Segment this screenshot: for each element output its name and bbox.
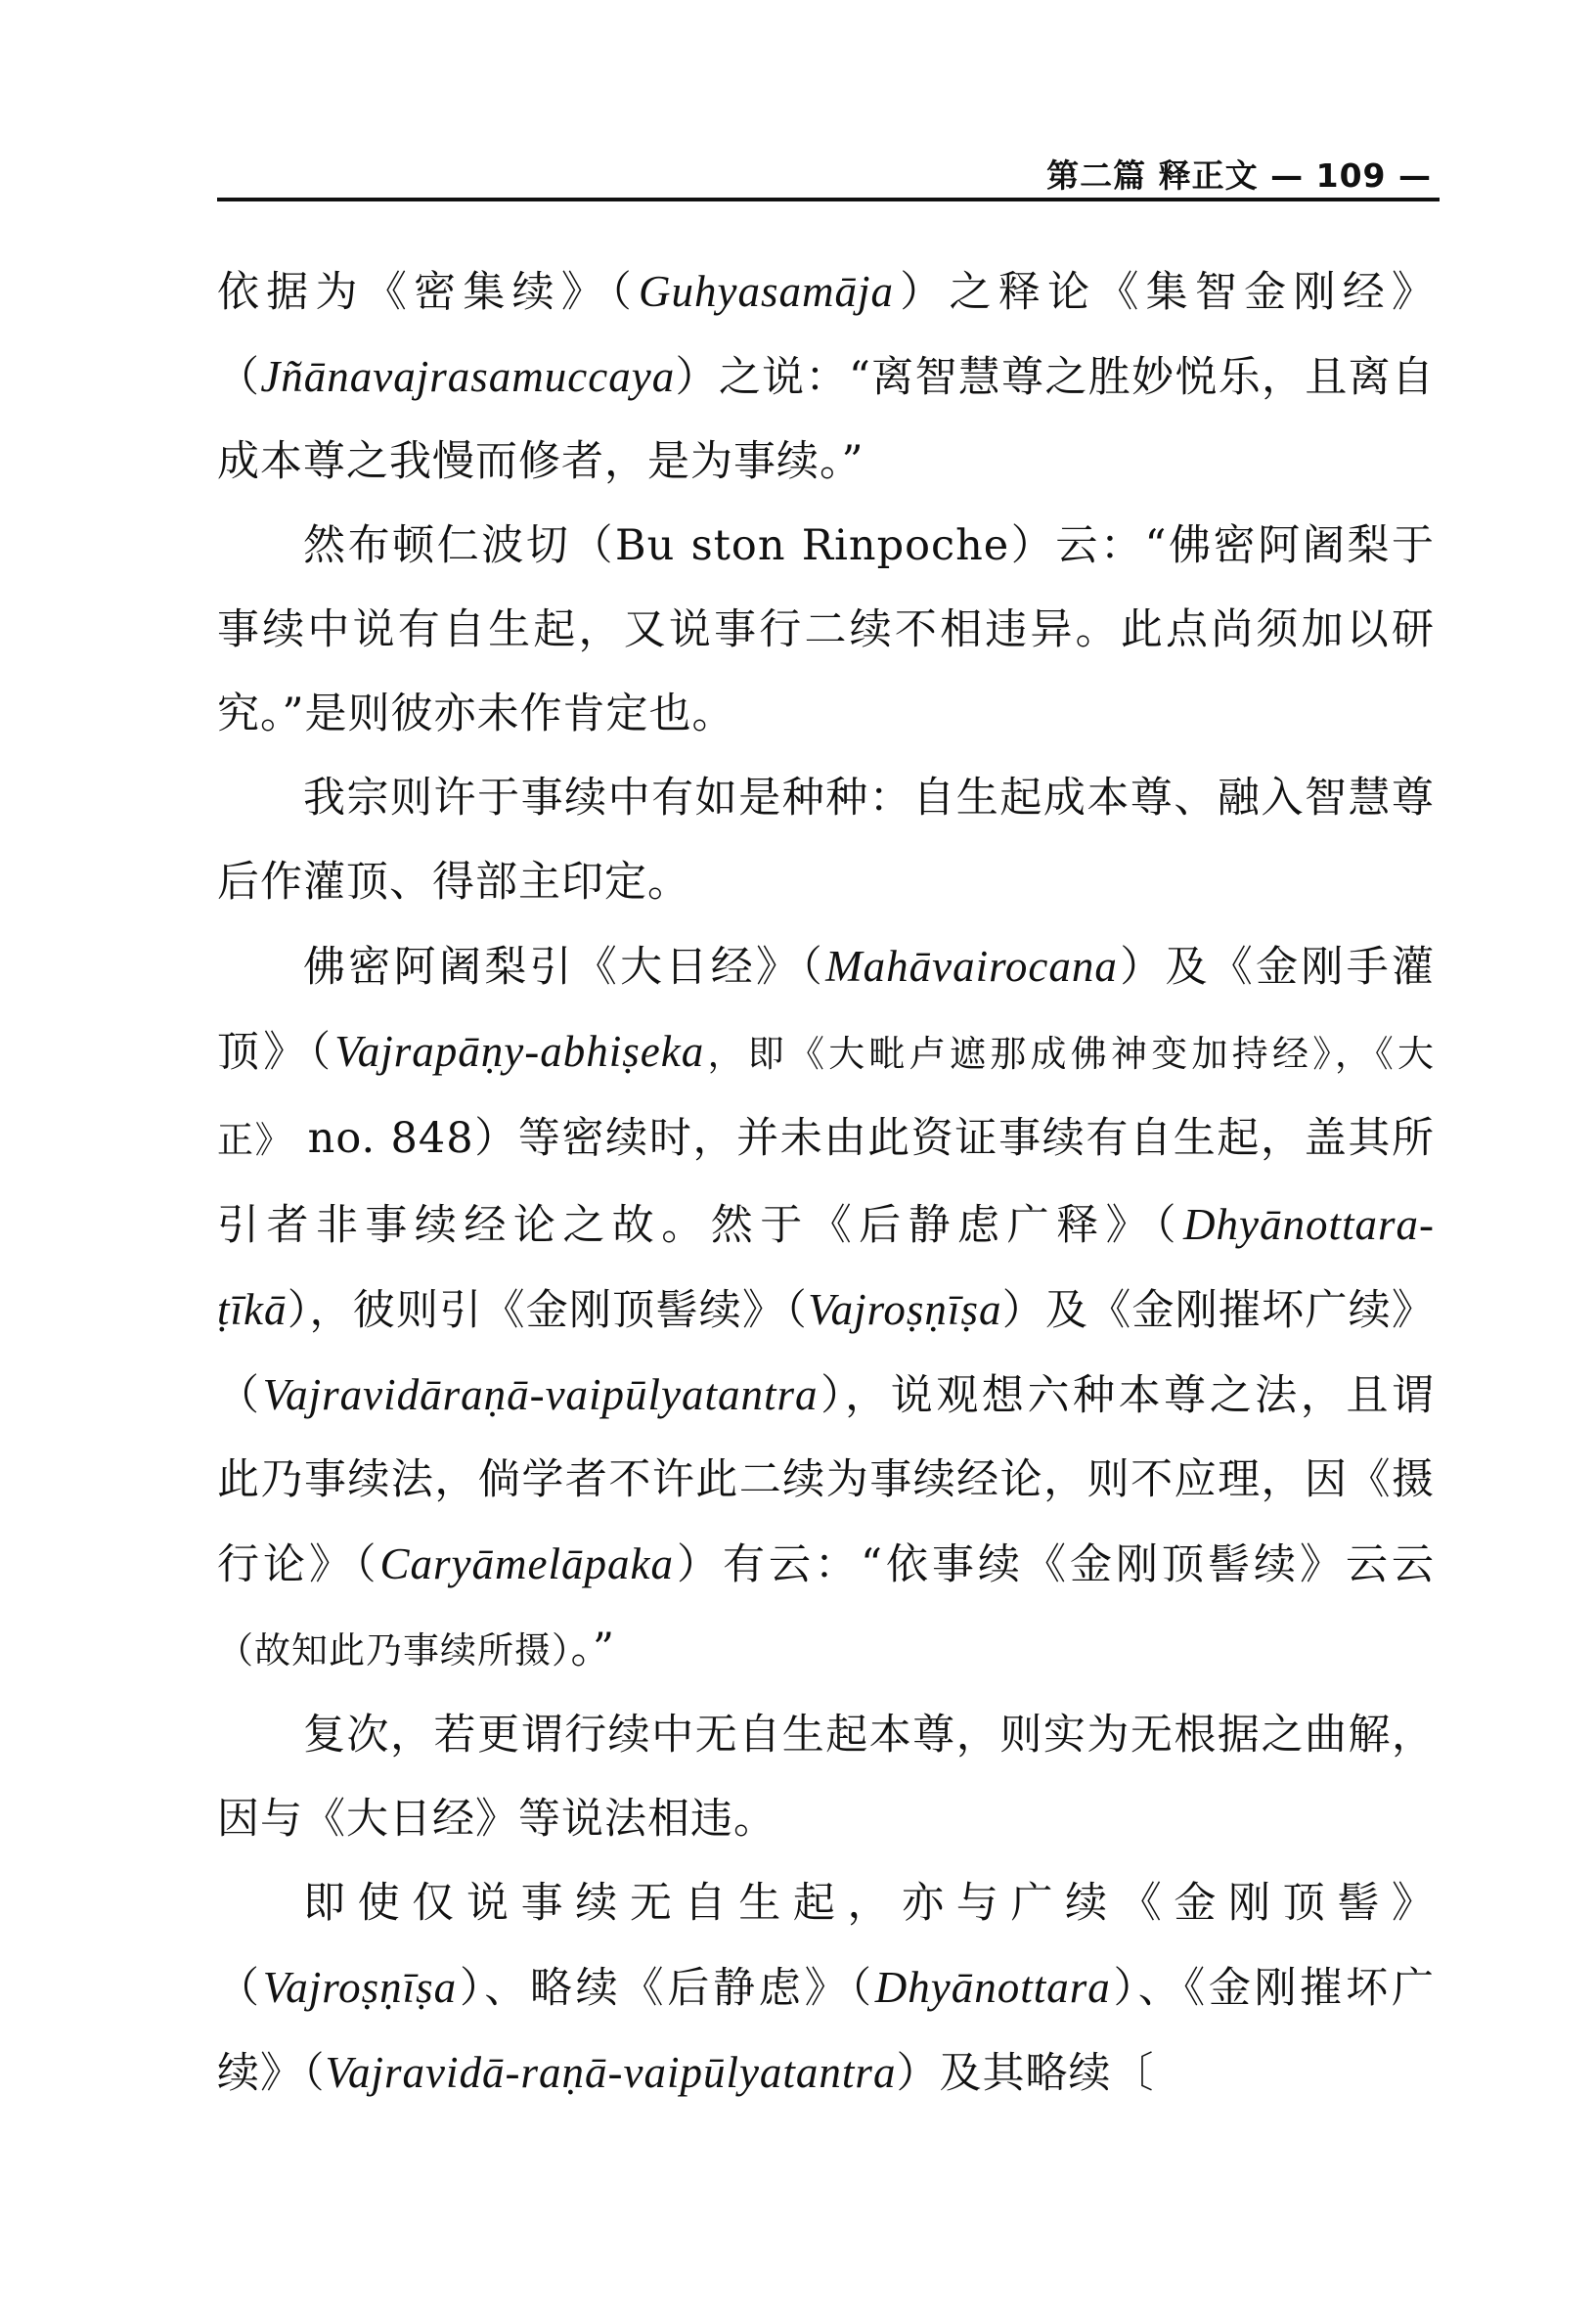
text-run: ）之说：“离智慧尊之胜妙悦乐，且离自成本尊之我慢而修者，是为事续。” bbox=[217, 353, 1436, 486]
italic-term: Vajravidāraṇā-vaipūlyatantra bbox=[262, 1370, 819, 1419]
text-run: ）、略续《后静虑》（ bbox=[457, 1964, 875, 2013]
text-run: 依据为《密集续》（ bbox=[217, 268, 639, 317]
italic-term: Mahāvairocana bbox=[825, 942, 1118, 991]
text-run: （故知此乃事续所摄） bbox=[217, 1629, 571, 1671]
paragraph-3 bbox=[217, 756, 1435, 924]
paragraph-6 bbox=[217, 1861, 1435, 2116]
text-run: ）之释论《集智金刚经》（ bbox=[217, 268, 1436, 402]
paragraph-4 bbox=[217, 924, 1435, 1693]
italic-term: Guhyasamāja bbox=[638, 267, 894, 316]
text-run: 复次，若更谓行续中无自生起本尊，则实为无根据之曲解，因与《大日经》等说法相违。 bbox=[217, 1711, 1435, 1844]
text-run: 我宗则许于事续中有如是种种：自生起成本尊、融入智慧尊后作灌顶、得部主印定。 bbox=[217, 774, 1435, 907]
text-run: ，即《大毗卢遮那成佛神变加持经》，《大正》 bbox=[217, 1033, 1436, 1161]
italic-term: Vajrapāṇy-abhiṣeka bbox=[334, 1027, 705, 1076]
header-rule bbox=[217, 198, 1440, 201]
text-run: ）有云：“依事续《金刚顶髻续》云云 bbox=[673, 1540, 1436, 1589]
italic-term: Dhyānottara-ṭīkā bbox=[217, 1200, 1435, 1334]
italic-term: Vajravidā-raṇā-vaipūlyatantra bbox=[325, 2048, 897, 2097]
page-body bbox=[217, 249, 1435, 2116]
text-run: ）及其略续〔 bbox=[896, 2049, 1155, 2098]
text-run: 然布顿仁波切（Bu ston Rinpoche）云：“佛密阿阇梨于事续中说有自生起，又说事行二续不相违异。此点尚须加以研究。”是则彼亦未作肯定也。 bbox=[217, 521, 1435, 738]
text-run: 佛密阿阇梨引《大日经》（ bbox=[303, 943, 826, 992]
text-run: ），说观想六种本尊之法，且谓此乃事续法，倘学者不许此二续为事续经论，则不应理，因《摄行论》（ bbox=[217, 1371, 1436, 1589]
text-run: ）、《金刚摧坏广续》（ bbox=[217, 1964, 1435, 2098]
text-run: ）及《金刚手灌顶》（ bbox=[217, 943, 1436, 1077]
italic-term: Dhyānottara bbox=[874, 1963, 1111, 2012]
italic-term: Vajroṣṇīṣa bbox=[808, 1285, 1002, 1334]
text-run: 即使仅说事续无自生起，亦与广续《金刚顶髻》（ bbox=[217, 1879, 1435, 2013]
paragraph-5 bbox=[217, 1693, 1435, 1861]
italic-term: Jñānavajrasamuccaya bbox=[260, 352, 676, 401]
text-run: no. 848）等密续时，并未由此资证事续有自生起，盖其所引者非事续经论之故。然于《后静虑广释》（ bbox=[217, 1114, 1436, 1250]
italic-term: Vajroṣṇīṣa bbox=[262, 1963, 458, 2012]
header-text: 第二篇 释正文 — 109 — bbox=[1046, 156, 1432, 195]
italic-term: Caryāmelāpaka bbox=[379, 1539, 674, 1588]
paragraph-2 bbox=[217, 504, 1435, 756]
text-run: 。” bbox=[570, 1625, 615, 1673]
text-run: ）及《金刚摧坏广续》（ bbox=[217, 1286, 1436, 1420]
running-header bbox=[217, 147, 1440, 201]
text-run: ），彼则引《金刚顶髻续》（ bbox=[287, 1286, 809, 1335]
paragraph-1 bbox=[217, 249, 1435, 504]
